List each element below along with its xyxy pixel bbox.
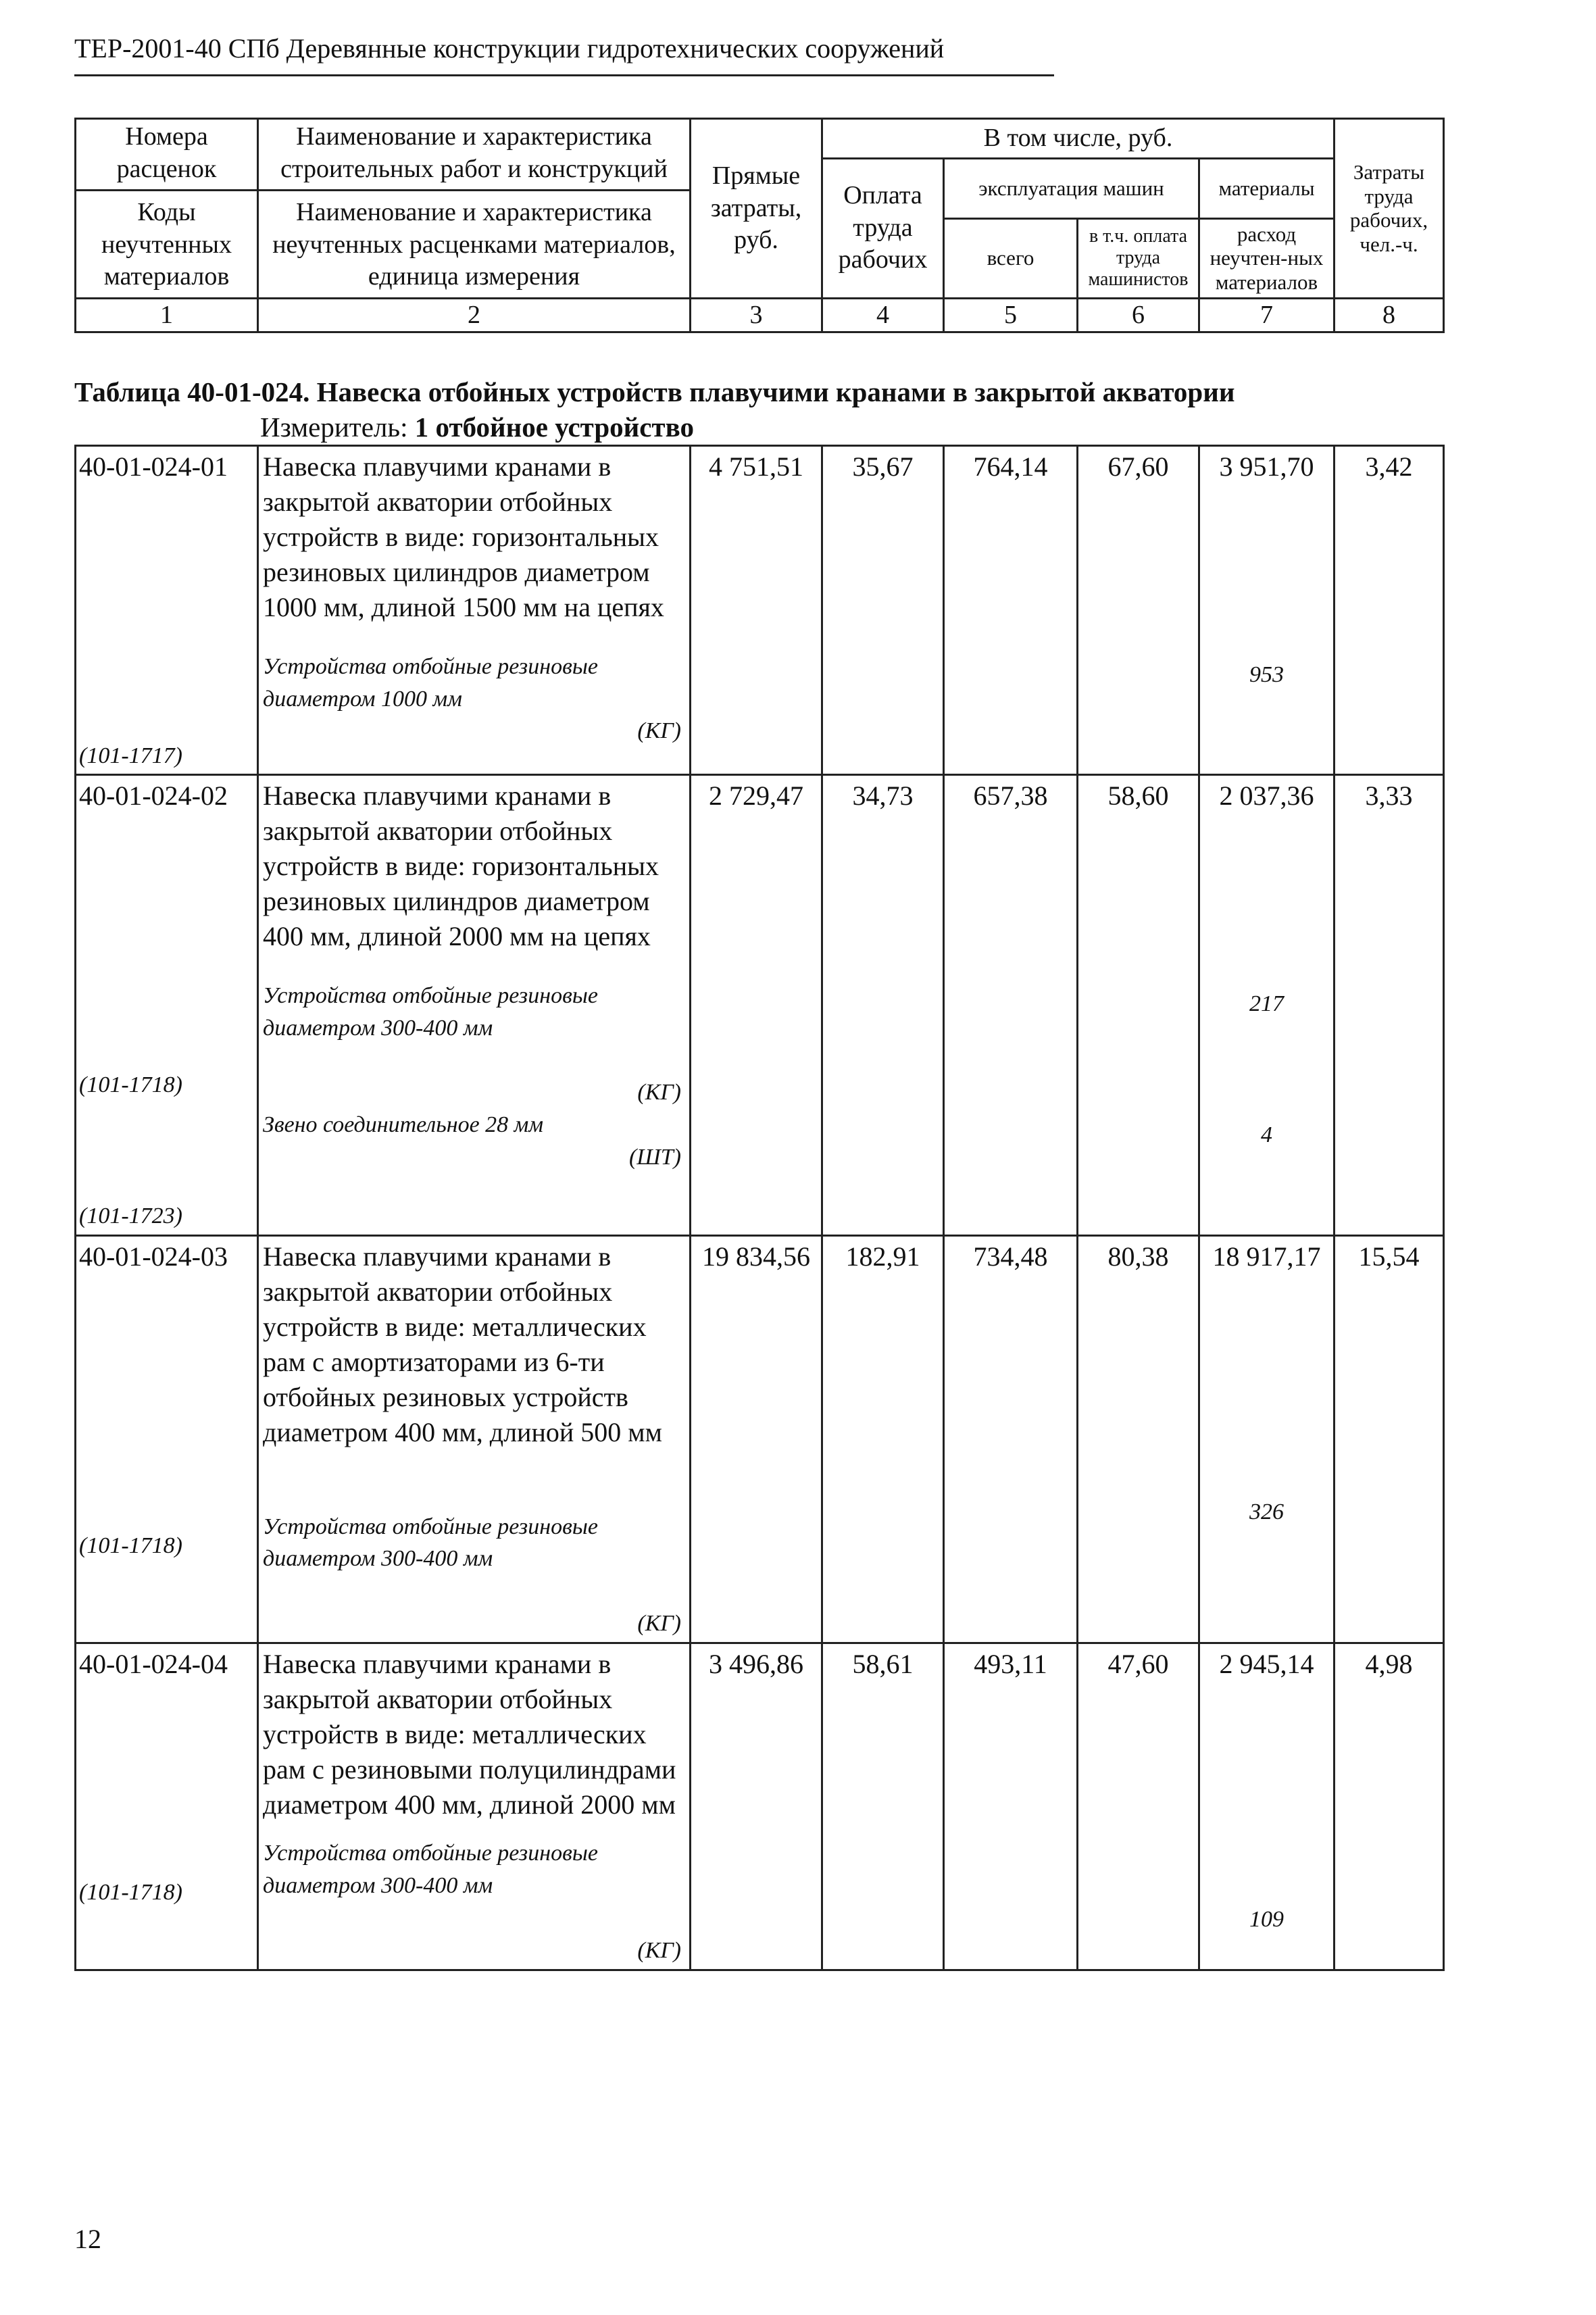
column-header-table xyxy=(74,118,1445,333)
rate-code xyxy=(76,775,258,1235)
machinists-pay: 58,60 xyxy=(1078,775,1199,1235)
rate-name: Навеска плавучими кранами в закрытой акватории отбойных устройств в виде: металлических рам с резиновыми полуцилиндрами диаметром 400 мм, длиной 2000 мм xyxy=(263,1649,676,1820)
labor-pay: 34,73 xyxy=(822,775,944,1235)
page-number: 12 xyxy=(74,2224,101,2254)
machines-total: 493,11 xyxy=(944,1643,1078,1970)
labor-pay: 182,91 xyxy=(822,1235,944,1643)
rate-description xyxy=(258,1235,691,1643)
direct-costs: 3 496,86 xyxy=(691,1643,822,1970)
labor-hours: 15,54 xyxy=(1335,1235,1444,1643)
machines-total: 657,38 xyxy=(944,775,1078,1235)
material-unit: (КГ) xyxy=(637,718,681,744)
labor-hours: 3,33 xyxy=(1335,775,1444,1235)
materials-cost xyxy=(1199,1235,1335,1643)
page-header: ТЕР-2001-40 СПб Деревянные конструкции гидротехнических сооружений xyxy=(74,32,1054,76)
table-title: Таблица 40-01-024. Навеска отбойных устройств плавучими кранами в закрытой акватории xyxy=(74,376,1235,407)
column-number: 5 xyxy=(944,298,1078,332)
rate-code xyxy=(76,1235,258,1643)
column-number: 1 xyxy=(76,298,258,332)
column-number: 2 xyxy=(258,298,691,332)
table-row xyxy=(76,1643,1444,1970)
machines-total: 764,14 xyxy=(944,446,1078,775)
material-name: Звено соединительное 28 мм xyxy=(263,1112,544,1137)
column-number: 6 xyxy=(1078,298,1199,332)
labor-hours: 3,42 xyxy=(1335,446,1444,775)
table-row xyxy=(76,775,1444,1235)
header-col-8: Затраты труда рабочих, чел.-ч. xyxy=(1335,119,1444,299)
material-qty: 4 xyxy=(1261,1122,1272,1148)
materials-cost xyxy=(1199,775,1335,1235)
measure-value: 1 отбойное устройство xyxy=(414,412,694,443)
machinists-pay: 80,38 xyxy=(1078,1235,1199,1643)
material-item xyxy=(263,1109,684,1173)
material-unit: (КГ) xyxy=(637,1937,681,1963)
material-item xyxy=(263,980,684,1109)
header-col-1-bottom: Коды неучтенных материалов xyxy=(101,198,232,291)
material-name: Устройства отбойные резиновые диаметром 300-400 мм xyxy=(263,1514,598,1572)
material-name: Устройства отбойные резиновые диаметром 1000 мм xyxy=(263,654,598,712)
materials-cost xyxy=(1199,1643,1335,1970)
rate-description xyxy=(258,446,691,775)
materials-cost xyxy=(1199,446,1335,775)
rate-code-text: 40-01-024-01 xyxy=(79,451,228,482)
header-col-4: Оплата труда рабочих xyxy=(822,158,944,298)
rate-code-text: 40-01-024-02 xyxy=(79,780,228,812)
material-qty: 217 xyxy=(1249,991,1284,1017)
rate-code xyxy=(76,1643,258,1970)
material-code: (101-1723) xyxy=(79,1203,182,1229)
header-col-1 xyxy=(76,119,258,299)
material-code: (101-1717) xyxy=(79,743,182,768)
header-group-machines: эксплуатация машин xyxy=(944,158,1199,218)
direct-costs: 4 751,51 xyxy=(691,446,822,775)
materials-cost-value: 2 037,36 xyxy=(1219,780,1314,812)
rate-name: Навеска плавучими кранами в закрытой акватории отбойных устройств в виде: металлических рам с амортизаторами из 6-ти отбойных резиновых устройств диаметром 400 мм, длиной 500 мм xyxy=(263,1241,662,1447)
rate-name: Навеска плавучими кранами в закрытой акватории отбойных устройств в виде: горизонтальных резиновых цилиндров диаметром 400 мм, длиной 2000 мм на цепях xyxy=(263,780,659,952)
materials-cost-value: 2 945,14 xyxy=(1219,1649,1314,1680)
rate-description xyxy=(258,1643,691,1970)
header-col-2-top: Наименование и характеристика строительных работ и конструкций xyxy=(259,120,689,191)
material-code: (101-1718) xyxy=(79,1072,182,1098)
direct-costs: 2 729,47 xyxy=(691,775,822,1235)
header-group-materials: материалы xyxy=(1199,158,1335,218)
header-col-1-top: Номера расценок xyxy=(76,120,257,191)
header-col-7: расход неучтен-ных материалов xyxy=(1199,218,1335,298)
material-item xyxy=(263,1837,684,1966)
material-name: Устройства отбойные резиновые диаметром 300-400 мм xyxy=(263,983,598,1041)
header-col-5: всего xyxy=(944,218,1078,298)
machinists-pay: 67,60 xyxy=(1078,446,1199,775)
material-unit: (КГ) xyxy=(637,1080,681,1105)
column-number: 3 xyxy=(691,298,822,332)
header-col-2-bottom: Наименование и характеристика неучтенных расценками материалов, единица измерения xyxy=(272,198,676,291)
header-col-6: в т.ч. оплата труда машинистов xyxy=(1078,218,1199,298)
machinists-pay: 47,60 xyxy=(1078,1643,1199,1970)
column-number: 7 xyxy=(1199,298,1335,332)
material-code: (101-1718) xyxy=(79,1533,182,1558)
materials-cost-value: 18 917,17 xyxy=(1212,1241,1321,1272)
header-group-including: В том числе, руб. xyxy=(822,119,1335,159)
direct-costs: 19 834,56 xyxy=(691,1235,822,1643)
header-col-3: Прямые затраты, руб. xyxy=(691,119,822,299)
column-number: 4 xyxy=(822,298,944,332)
material-code: (101-1718) xyxy=(79,1880,182,1906)
labor-hours: 4,98 xyxy=(1335,1643,1444,1970)
machines-total: 734,48 xyxy=(944,1235,1078,1643)
column-number: 8 xyxy=(1335,298,1444,332)
material-item xyxy=(263,1511,684,1640)
material-unit: (ШТ) xyxy=(628,1144,681,1170)
rate-name: Навеска плавучими кранами в закрытой акватории отбойных устройств в виде: горизонтальных резиновых цилиндров диаметром 1000 мм, длиной 1500 мм на цепях xyxy=(263,451,664,622)
material-qty: 953 xyxy=(1249,662,1284,687)
table-row xyxy=(76,446,1444,775)
material-unit: (КГ) xyxy=(637,1610,681,1636)
material-item xyxy=(263,651,684,747)
table-row xyxy=(76,1235,1444,1643)
material-qty: 109 xyxy=(1249,1907,1284,1933)
rates-table xyxy=(74,445,1445,1971)
rate-description xyxy=(258,775,691,1235)
header-col-2 xyxy=(258,119,691,299)
rate-code-text: 40-01-024-04 xyxy=(79,1649,228,1680)
measure-label: Измеритель: xyxy=(260,412,408,443)
labor-pay: 35,67 xyxy=(822,446,944,775)
labor-pay: 58,61 xyxy=(822,1643,944,1970)
rate-code-text: 40-01-024-03 xyxy=(79,1241,228,1272)
measure-line xyxy=(260,411,694,443)
material-qty: 326 xyxy=(1249,1499,1284,1524)
rate-code xyxy=(76,446,258,775)
materials-cost-value: 3 951,70 xyxy=(1219,451,1314,482)
material-name: Устройства отбойные резиновые диаметром 300-400 мм xyxy=(263,1841,598,1898)
